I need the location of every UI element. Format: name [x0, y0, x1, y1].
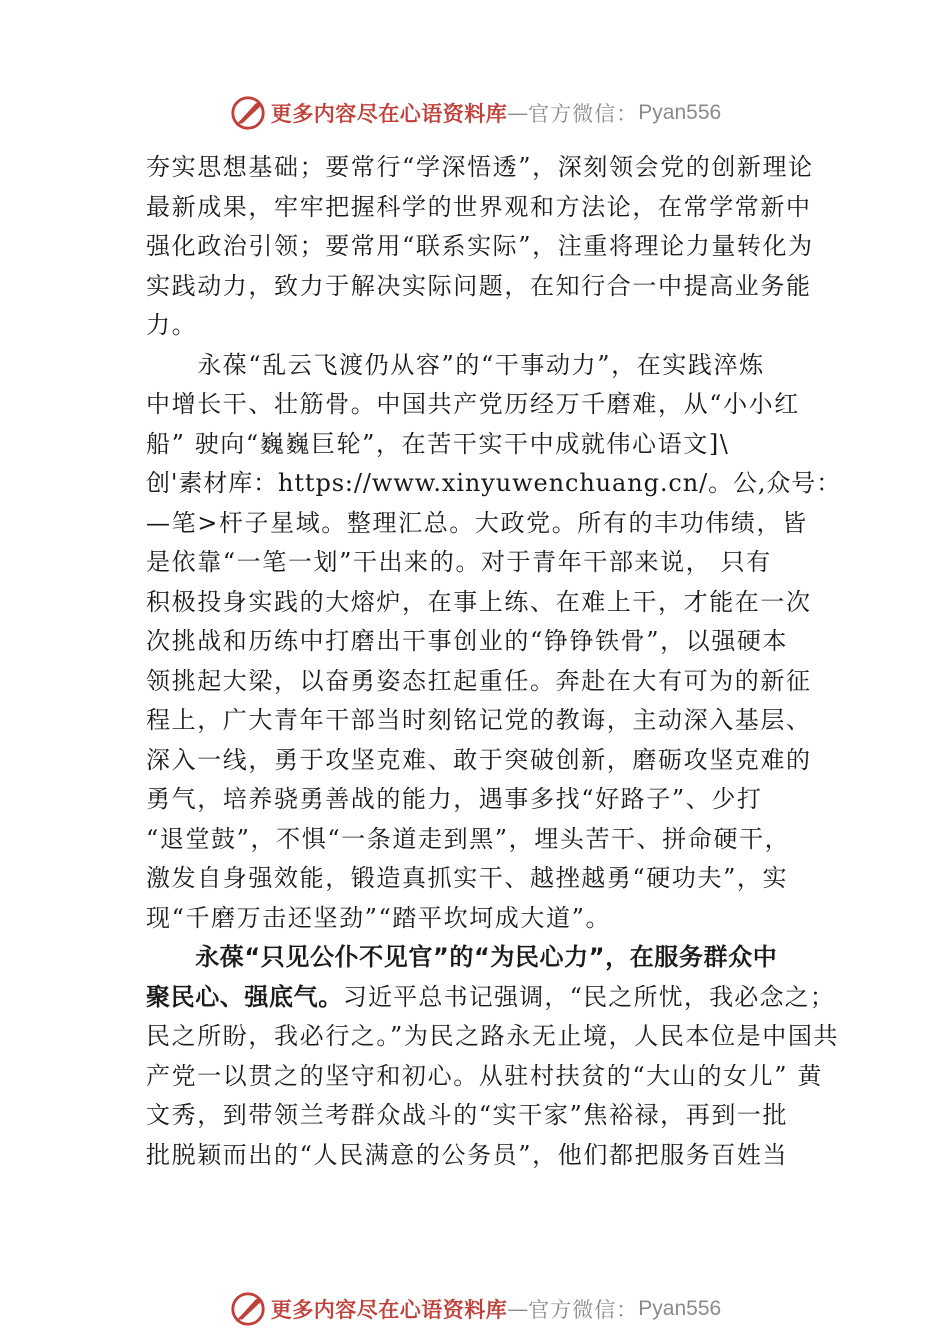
document-body [146, 148, 842, 1175]
quill-logo-icon [229, 94, 267, 132]
text-line: 文秀，到带领兰考群众战斗的“实干家”焦裕禄，再到一批 [146, 1101, 789, 1129]
quill-logo-icon [229, 1290, 267, 1328]
banner-separator: — [507, 101, 529, 125]
text-line: “退堂鼓”，不惧“一条道走到黑”，埋头苦干、拼命硬干， [146, 824, 791, 853]
text-line: 程上，广大青年干部当时刻铭记党的教诲，主动深入基层、 [146, 706, 812, 734]
footer-banner [0, 1289, 950, 1329]
text-line: 批脱颖而出的“人民满意的公务员”，他们都把服务百姓当 [146, 1140, 789, 1169]
text-line: 次挑战和历练中打磨出干事创业的“铮铮铁骨”，以强硬本 [146, 627, 789, 655]
text-line: 夯实思想基础；要常行“学深悟透”，深刻领会党的创新理论 [146, 153, 814, 181]
banner-separator: — [507, 1297, 529, 1321]
text-line: 中增长干、壮筋骨。中国共产党历经万千磨难，从“小小红 [146, 390, 800, 418]
text-line: —笔>杆子星域。整理汇总。大政党。所有的丰功伟绩，皆 [146, 508, 808, 537]
text-line: 永葆“乱云飞渡仍从容”的“干事动力”，在实践淬炼 [146, 350, 765, 379]
text-line: 深入一线，勇于攻坚克难、敢于突破创新，磨砺攻坚克难的 [146, 745, 812, 774]
text-line: 创'素材库：https://www.xinyuwenchuang.cn/。公,众号： [146, 469, 842, 497]
section-heading: 永葆“只见公仆不见官”的“为民心力”，在服务群众中 [146, 943, 778, 971]
wechat-label: 官方微信： [528, 1298, 639, 1322]
text-line: 激发自身强效能，锻造真抓实干、越挫越勇“硬功夫”，实 [146, 864, 789, 892]
text-line: 强化政治引领；要常用“联系实际”，注重将理论力量转化为 [146, 232, 814, 260]
text-line: 实践动力，致力于解决实际问题，在知行合一中提高业务能 [146, 271, 812, 300]
wechat-id: Pyan556 [638, 101, 722, 124]
wechat-id: Pyan556 [638, 1297, 722, 1320]
banner-title: 更多内容尽在心语资料库 [270, 101, 508, 126]
text-line-mixed [146, 978, 836, 1018]
banner-title: 更多内容尽在心语资料库 [270, 1297, 508, 1322]
wechat-label: 官方微信： [528, 102, 639, 126]
text-line: 现“千磨万击还坚劲”“踏平坎坷成大道”。 [146, 903, 612, 932]
text-line: 产党一以贯之的坚守和初心。从驻村扶贫的“大山的女儿” 黄 [146, 1061, 823, 1090]
text-line: 最新成果，牢牢把握科学的世界观和方法论，在常学常新中 [146, 192, 812, 221]
heading-continuation: 聚民心、强底气。 [146, 982, 343, 1011]
text-line: 力。 [146, 311, 198, 339]
text-line: 是依靠“一笔一划”干出来的。对于青年干部来说， 只有 [146, 548, 772, 576]
text-line: 积极投身实践的大熔炉，在事上练、在难上干，才能在一次 [146, 587, 812, 616]
text-line: 领挑起大梁，以奋勇姿态扛起重任。奔赴在大有可为的新征 [146, 666, 812, 695]
header-banner [0, 93, 950, 133]
text-line: 勇气，培养骁勇善战的能力，遇事多找“好路子”、少打 [146, 785, 763, 813]
text-line: 船” 驶向“巍巍巨轮”，在苦干实干中成就伟心语文]\ [146, 429, 730, 458]
quote-intro: 习近平总书记强调，“民之所忧，我必念之； [342, 982, 836, 1011]
text-line: 民之所盼，我必行之。”为民之路永无止境，人民本位是中国共 [146, 1022, 840, 1050]
